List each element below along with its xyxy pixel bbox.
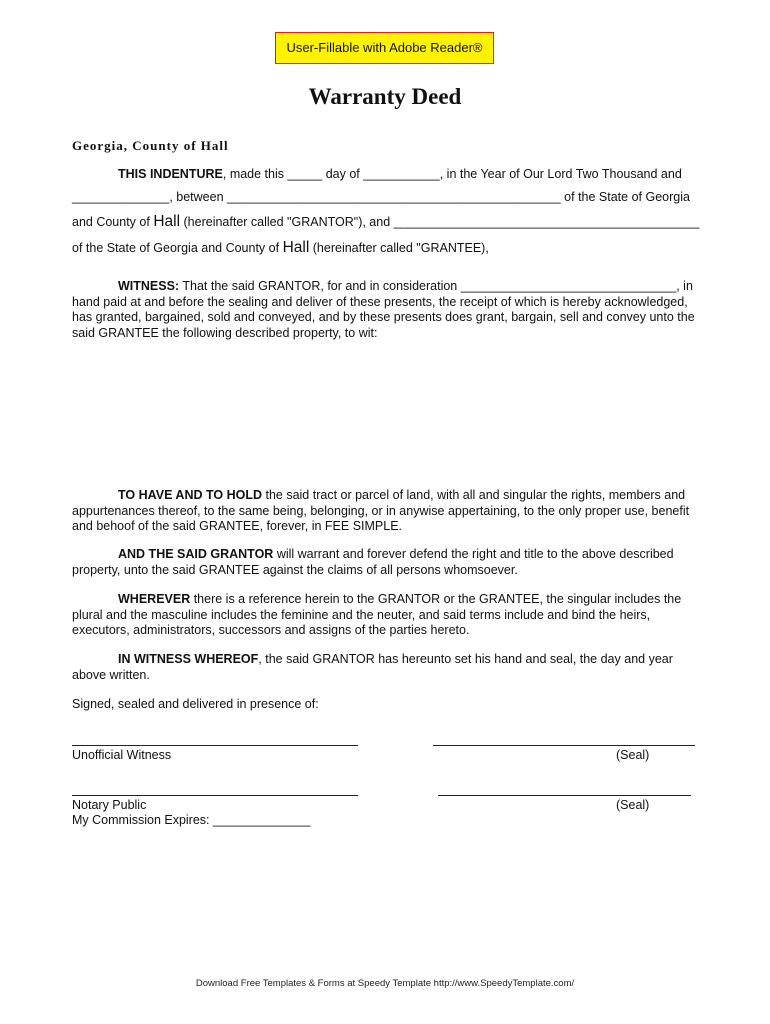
wherever-text: there is a reference herein to the GRANTOR or the GRANTEE, the singular includes the plural and the masculine includes the feminine and the neuter, and said terms include and bind the heirs, executors, administrators, successors and assigns of the parties hereto. <box>72 592 682 637</box>
in-witness-paragraph <box>72 652 698 683</box>
notary-signature-line[interactable] <box>72 795 358 796</box>
to-have-lead: TO HAVE AND TO HOLD <box>118 488 262 502</box>
commission-expires[interactable]: My Commission Expires: ______________ <box>72 813 311 827</box>
indenture-line-2[interactable]: ______________, between ________________________________________________ of the State of Georgia <box>72 190 690 204</box>
to-have-paragraph <box>72 488 698 535</box>
grantee-county: Hall <box>282 239 310 256</box>
indenture-line-4-prefix: of the State of Georgia and County of <box>72 241 280 255</box>
indenture-line-1 <box>118 167 682 181</box>
indenture-lead: THIS INDENTURE <box>118 167 223 181</box>
witness-label: Unofficial Witness <box>72 748 172 762</box>
document-title: Warranty Deed <box>308 84 462 109</box>
indenture-line-3 <box>72 213 700 231</box>
footer-text[interactable]: Download Free Templates & Forms at Speedy Template http://www.SpeedyTemplate.com/ <box>195 978 575 989</box>
witness-lead: WITNESS: <box>118 279 180 293</box>
grantor-signature-line-2[interactable] <box>438 795 691 796</box>
indenture-line-3-text[interactable]: (hereinafter called "GRANTOR"), and ____________________________________________ <box>183 215 700 229</box>
grantor-county: Hall <box>153 213 181 230</box>
fillable-banner: User-Fillable with Adobe Reader® <box>275 32 494 64</box>
indenture-line-3-prefix: and County of <box>72 215 150 229</box>
notary-label: Notary Public <box>72 798 147 812</box>
and-grantor-text: will warrant and forever defend the right and title to the above described property, unto the said GRANTEE against the claims of all persons whomsoever. <box>72 547 674 577</box>
wherever-lead: WHEREVER <box>118 592 191 606</box>
indenture-line-4-text: (hereinafter called "GRANTEE), <box>312 241 489 255</box>
and-grantor-lead: AND THE SAID GRANTOR <box>118 547 274 561</box>
seal-label-1: (Seal) <box>616 748 650 762</box>
signed-statement: Signed, sealed and delivered in presence of: <box>72 697 319 711</box>
in-witness-lead: IN WITNESS WHEREOF <box>118 652 259 666</box>
witness-text[interactable]: That the said GRANTOR, for and in consideration _______________________________, in hand paid at and before the sealing and deliver of these presents, the receipt of which is hereby acknowledged, has granted, bargained, sold and conveyed, and by these presents does grant, bargain, sell and convey unto the said GRANTEE the following described property, to wit: <box>72 279 695 340</box>
wherever-paragraph <box>72 592 698 639</box>
and-grantor-paragraph <box>72 547 698 578</box>
to-have-text: the said tract or parcel of land, with all and singular the rights, members and appurtenances thereof, to the same being, belonging, or in anywise appertaining, to the only proper use, benefit and behoof of the said GRANTEE, forever, in FEE SIMPLE. <box>72 488 690 533</box>
witness-paragraph <box>72 279 698 341</box>
seal-label-2: (Seal) <box>616 798 650 812</box>
county-heading: Georgia, County of Hall <box>72 138 229 153</box>
in-witness-text: , the said GRANTOR has hereunto set his hand and seal, the day and year above written. <box>72 652 673 682</box>
grantor-signature-line[interactable] <box>433 745 695 746</box>
indenture-line-1-text[interactable]: , made this _____ day of ___________, in the Year of Our Lord Two Thousand and <box>222 167 682 181</box>
indenture-line-4 <box>72 239 489 257</box>
witness-signature-line[interactable] <box>72 745 358 746</box>
